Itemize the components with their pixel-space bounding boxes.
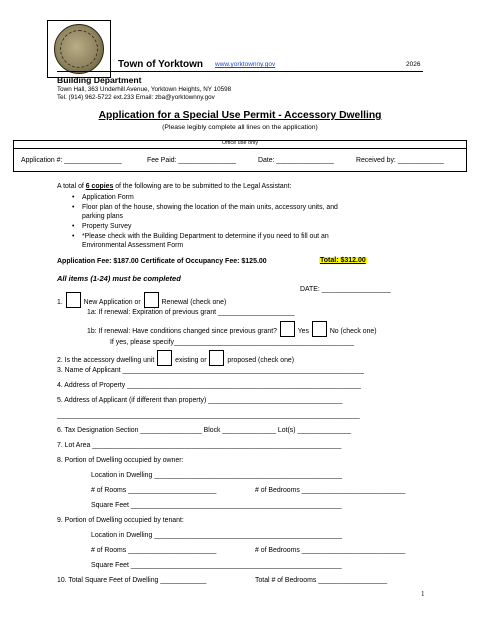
tenant-location-field[interactable]: Location in Dwelling _________________________________________________: [91, 532, 342, 539]
fee-paid-field[interactable]: Fee Paid: _______________: [147, 157, 236, 164]
application-number-field[interactable]: Application #: _______________: [21, 157, 122, 164]
page-number: 1: [421, 590, 425, 598]
owner-bedrooms-field[interactable]: # of Bedrooms ___________________________: [255, 487, 406, 494]
list-item: • Floor plan of the house, showing the location of the main units, accessory units, and: [82, 204, 338, 211]
department-contact: Tel. (914) 962-5722 ext.233 Email: zba@yorktownny.gov: [57, 94, 215, 101]
question-number: 1.: [57, 299, 63, 306]
question-1a-field[interactable]: 1a: If renewal: Expiration of previous grant ____________________: [87, 309, 295, 316]
question-9-label: 9. Portion of Dwelling occupied by tenant:: [57, 517, 184, 524]
department-address: Town Hall, 363 Underhill Avenue, Yorktown Heights, NY 10598: [57, 86, 232, 93]
tenant-rooms-field[interactable]: # of Rooms _______________________: [91, 547, 217, 554]
fee-total: Total: $312.00: [320, 257, 366, 264]
department-name: Building Department: [57, 75, 142, 85]
question-1: [57, 292, 226, 308]
question-2-label: 2. Is the accessory dwelling unit: [57, 357, 155, 364]
question-2: [57, 350, 294, 366]
form-title: Application for a Special Use Permit - Accessory Dwelling: [98, 110, 382, 121]
new-application-label: New Application or: [83, 299, 141, 306]
total-bedrooms-field[interactable]: Total # of Bedrooms __________________: [255, 577, 388, 584]
list-item-continued: Environmental Assessment Form: [82, 242, 184, 249]
applicant-address-continued-field[interactable]: _______________________________________________________________________________: [57, 412, 360, 419]
owner-rooms-field[interactable]: # of Rooms _______________________: [91, 487, 217, 494]
applicant-name-field[interactable]: 3. Name of Applicant _______________________________________________________________: [57, 367, 364, 374]
new-application-checkbox[interactable]: [66, 292, 81, 308]
proposed-label: proposed (check one): [227, 357, 295, 364]
question-1b-label: 1b: If renewal: Have conditions changed since previous grant?: [87, 328, 277, 335]
lot-area-field[interactable]: 7. Lot Area _________________________________________________________________: [57, 442, 342, 449]
tenant-square-feet-field[interactable]: Square Feet _______________________________________________________: [91, 562, 342, 569]
fee-summary: Application Fee: $187.00 Certificate of Occupancy Fee: $125.00: [57, 258, 267, 265]
yes-label: Yes: [297, 328, 309, 335]
date-field[interactable]: DATE: __________________: [300, 286, 391, 293]
no-checkbox[interactable]: [312, 321, 327, 337]
office-use-label: Office use only: [221, 140, 259, 146]
owner-location-field[interactable]: Location in Dwelling _________________________________________________: [91, 472, 342, 479]
completion-note: All items (1-24) must be completed: [57, 274, 181, 283]
existing-checkbox[interactable]: [157, 350, 172, 366]
website-link[interactable]: www.yorktownny.gov: [215, 61, 276, 68]
applicant-address-field[interactable]: 5. Address of Applicant (if different than property) ___________________________________: [57, 397, 343, 404]
tenant-bedrooms-field[interactable]: # of Bedrooms ___________________________: [255, 547, 406, 554]
existing-label: existing or: [175, 357, 207, 364]
list-item-continued: parking plans: [82, 213, 123, 220]
form-subtitle: (Please legibly complete all lines on the application): [162, 124, 318, 131]
town-seal-logo: [47, 20, 111, 78]
renewal-label: Renewal (check one): [161, 299, 227, 306]
copies-instructions: A total of 6 copies of the following are to be submitted to the Legal Assistant:: [57, 183, 292, 190]
question-1b: [87, 321, 377, 337]
tax-designation-field[interactable]: 6. Tax Designation Section ________________ Block ______________ Lot(s) ______________: [57, 427, 352, 434]
specify-field[interactable]: If yes, please specify_______________________________________________: [110, 339, 355, 346]
total-square-feet-field[interactable]: 10. Total Square Feet of Dwelling ____________: [57, 577, 207, 584]
property-address-field[interactable]: 4. Address of Property _____________________________________________________________: [57, 382, 361, 389]
list-item: • *Please check with the Building Department to determine if you need to fill out an: [82, 233, 329, 240]
question-8-label: 8. Portion of Dwelling occupied by owner:: [57, 457, 184, 464]
yes-checkbox[interactable]: [280, 321, 295, 337]
owner-square-feet-field[interactable]: Square Feet _______________________________________________________: [91, 502, 342, 509]
list-item: • Property Survey: [82, 223, 131, 230]
proposed-checkbox[interactable]: [209, 350, 224, 366]
header-divider: [57, 71, 423, 72]
office-use-divider: [13, 148, 467, 149]
office-date-field[interactable]: Date: _______________: [258, 157, 334, 164]
no-label: No (check one): [329, 328, 377, 335]
received-by-field[interactable]: Received by: ____________: [356, 157, 444, 164]
list-item: • Application Form: [82, 194, 134, 201]
town-name: Town of Yorktown: [118, 59, 203, 70]
form-year: 2026: [406, 61, 421, 68]
renewal-checkbox[interactable]: [144, 292, 159, 308]
